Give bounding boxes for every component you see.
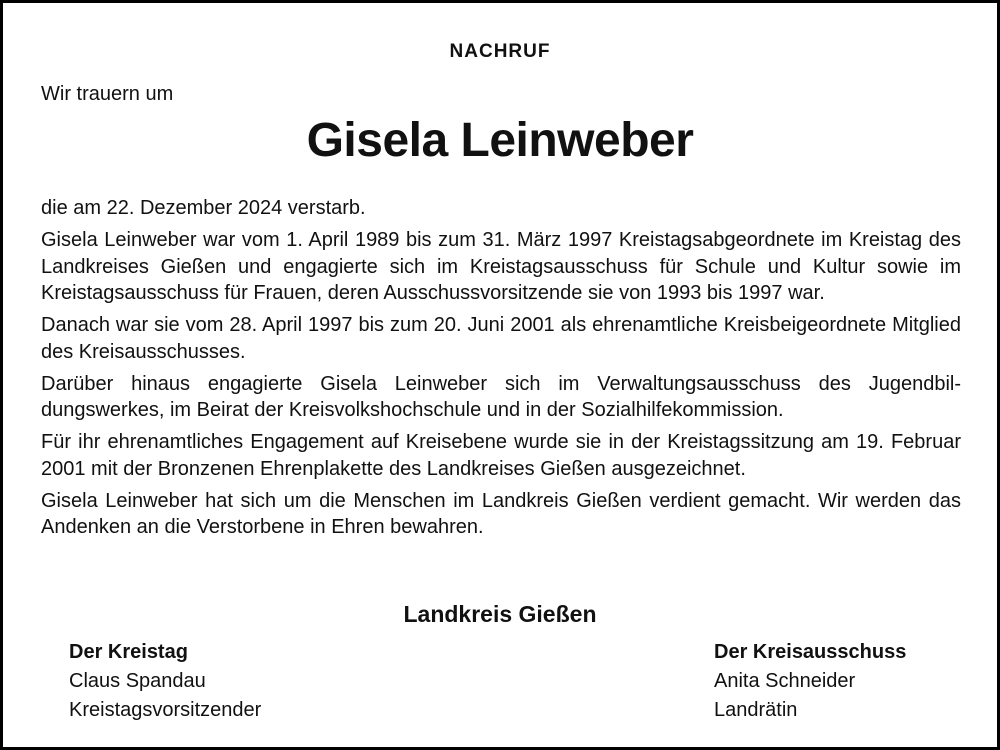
organization-name: Landkreis Gießen <box>403 601 597 627</box>
notice-heading: NACHRUF <box>449 41 551 62</box>
paragraph-death-date: die am 22. Dezember 2024 verstarb. <box>41 197 366 219</box>
paragraph-kreistag: Gisela Leinweber war vom 1. April 1989 bis zum 31. März 1997 Kreistagsabgeordnete im Kreistag des Landkreises Gießen und engagierte sich im Kreistagsausschuss für Schule und Kultur sowie im Kreistagsausschuss für Frauen, deren Ausschussvorsitzende sie von 1993 bis 1997 war. <box>41 229 961 304</box>
signatory-name: Anita Schneider <box>714 670 856 692</box>
deceased-name: Gisela Leinweber <box>306 114 694 167</box>
signatory-role: Kreistagsvorsitzender <box>69 699 262 721</box>
signatory-body: Der Kreisausschuss <box>714 641 907 663</box>
paragraph-closing: Gisela Leinweber hat sich um die Menschen im Landkreis Gießen verdient gemacht. Wir werden das Andenken an die Verstorbene in Ehren bewahren. <box>41 489 961 538</box>
paragraph-kreisausschuss: Danach war sie vom 28. April 1997 bis zum 20. Juni 2001 als ehrenamtliche Kreisbeigeordnete Mitglied des Kreisausschusses. <box>41 314 961 363</box>
paragraph-honor: Für ihr ehrenamtliches Engagement auf Kreisebene wurde sie in der Kreistagssitzung am 19. Februar 2001 mit der Bronzenen Ehrenplakette des Landkreises Gießen ausgezeichnet. <box>41 431 961 480</box>
signatory-role: Landrätin <box>714 699 798 721</box>
signature-block-kreisausschuss <box>714 638 906 725</box>
intro-line: Wir trauern um <box>41 83 174 105</box>
signatory-name: Claus Spandau <box>69 670 206 692</box>
paragraph-further-engagement: Darüber hinaus engagierte Gisela Leinweber sich im Verwaltungsausschuss des Jugendbildungswerkes, im Beirat der Kreisvolkshochschule und in der Sozialhilfekommission. <box>41 372 961 421</box>
obituary-body <box>41 195 961 546</box>
signature-block-kreistag <box>69 638 261 725</box>
signatory-body: Der Kreistag <box>69 641 188 663</box>
